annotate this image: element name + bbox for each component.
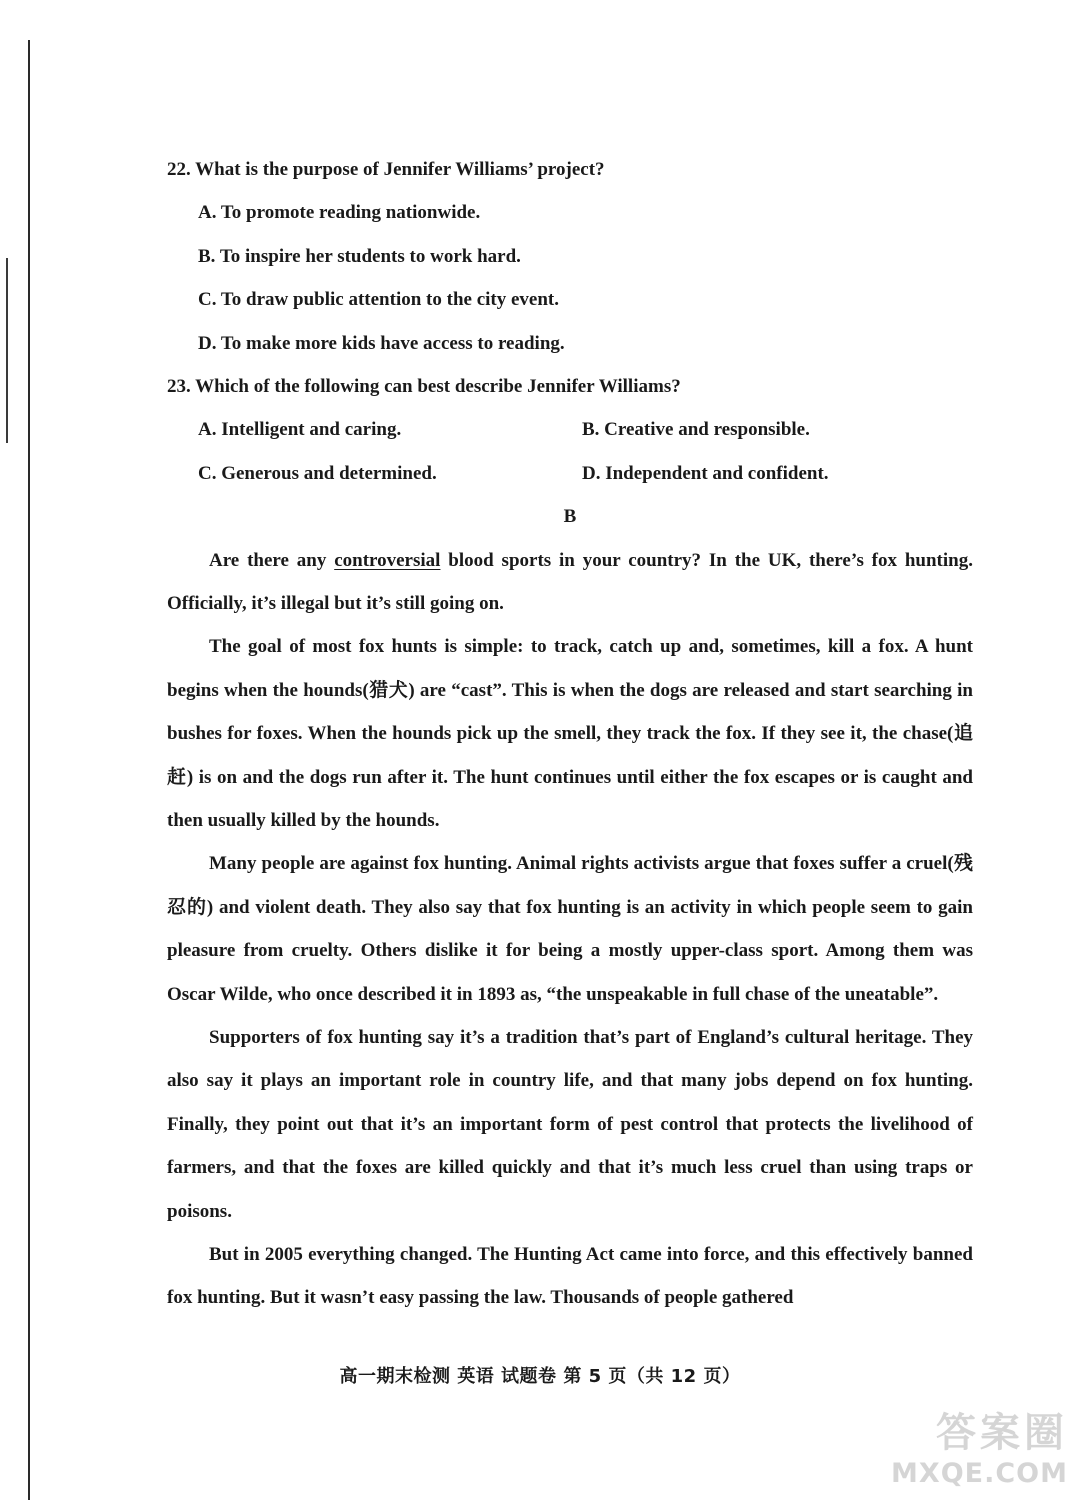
binding-margin-line	[28, 40, 30, 1500]
passage-p1-text-before: Are there any	[209, 549, 335, 571]
question-22-stem: 22. What is the purpose of Jennifer Williams’ project?	[167, 159, 605, 180]
site-watermark	[868, 1401, 1068, 1493]
passage-p1-text-after: blood sports in your country? In the UK, there’s fox hunting. Officially, it’s illegal but it’s still going on.	[167, 549, 973, 614]
question-23-option-a: A. Intelligent and caring.	[198, 419, 402, 441]
underlined-word: controversial	[334, 549, 441, 571]
passage-paragraph-3: Many people are against fox hunting. Animal rights activists argue that foxes suffer a cruel(残忍的) and violent death. They also say that fox hunting is an activity in which people seem to gain pleasure from cruelty. Others dislike it for being a mostly upper-class sport. Among them was Oscar Wilde, who once described it in 1893 as, “the unspeakable in full chase of the uneatable”.	[167, 853, 973, 1005]
question-23-option-d: D. Independent and confident.	[582, 462, 829, 484]
question-22-option-c: C. To draw public attention to the city event.	[198, 289, 559, 311]
watermark-logo-text: 答案圈	[936, 1410, 1068, 1456]
question-22-option-d: D. To make more kids have access to reading.	[198, 332, 565, 354]
question-23-option-b: B. Creative and responsible.	[582, 419, 810, 441]
question-23-options-row-1	[167, 408, 973, 451]
question-23-option-c: C. Generous and determined.	[198, 462, 437, 484]
section-label: B	[563, 506, 577, 528]
question-22-option-a: A. To promote reading nationwide.	[198, 202, 481, 224]
exam-page	[167, 148, 973, 1320]
passage-paragraph-1	[167, 539, 973, 626]
question-22-option-b: B. To inspire her students to work hard.	[198, 245, 521, 267]
margin-mark	[6, 258, 8, 443]
page-footer: 高一期末检测 英语 试题卷 第 5 页（共 12 页）	[339, 1366, 741, 1387]
passage-paragraph-5: But in 2005 everything changed. The Hunting Act came into force, and this effectively banned fox hunting. But it wasn’t easy passing the law. Thousands of people gathered	[167, 1244, 973, 1309]
question-23-options-row-2	[167, 452, 973, 495]
question-23-stem: 23. Which of the following can best describe Jennifer Williams?	[167, 375, 681, 397]
watermark-url: MXQE.COM	[891, 1458, 1068, 1489]
passage-paragraph-2: The goal of most fox hunts is simple: to track, catch up and, sometimes, kill a fox. A hunt begins when the hounds(猎犬) are “cast”. This is when the dogs are released and start searching in bushes for foxes. When the hounds pick up the smell, they track the fox. If they see it, the chase(追赶) is on and the dogs run after it. The hunt continues until either the fox escapes or is caught and then usually killed by the hounds.	[167, 636, 973, 831]
reading-passage	[167, 539, 973, 1320]
passage-paragraph-4: Supporters of fox hunting say it’s a tradition that’s part of England’s cultural heritage. They also say it plays an important role in country life, and that many jobs depend on fox hunting. Finally, they point out that it’s an important form of pest control that protects the livelihood of farmers, and that the foxes are killed quickly and that it’s much less cruel than using traps or poisons.	[167, 1026, 973, 1222]
